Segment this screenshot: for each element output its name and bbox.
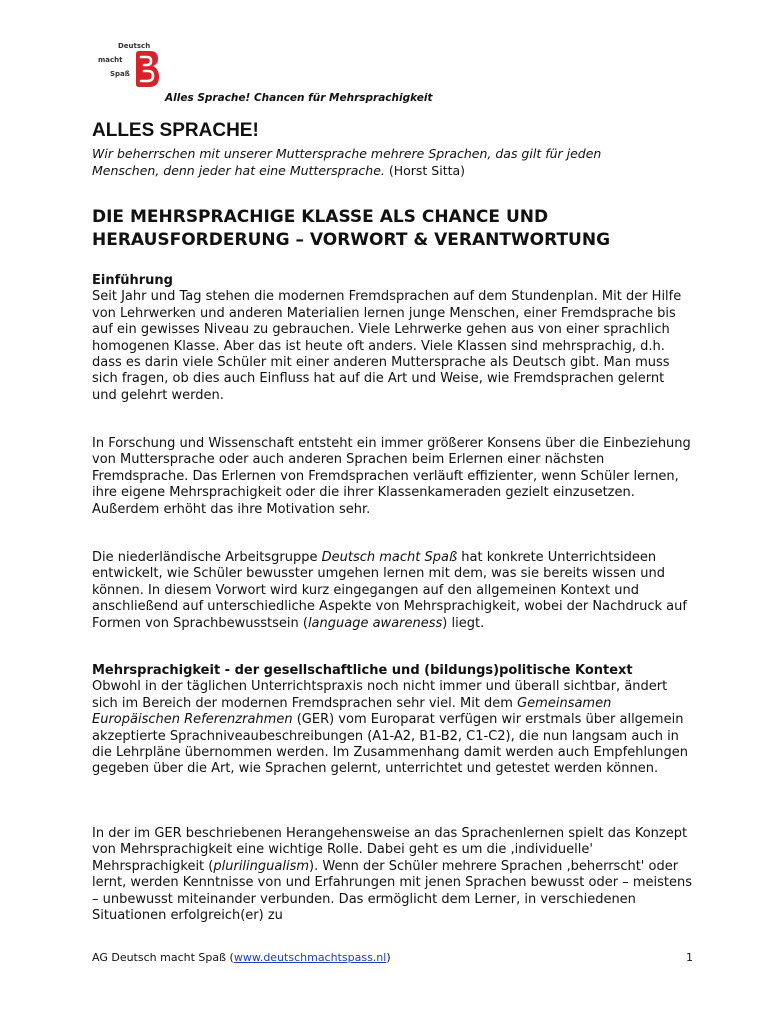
quote [92, 145, 652, 179]
intro-paragraph-2: In Forschung und Wissenschaft entsteht ein immer größerer Konsens über die Einbeziehung von Muttersprache oder auch anderen Sprachen beim Erlernen einer nächsten Fremdsprache. Das Erlernen von Fremdsprachen verläuft effizienter, wenn Schüler lernen, ihre eigene Mehrsprachigkeit oder die ihrer Klassenkameraden gezielt einzusetzen. Außerdem erhöht das ihre Motivation sehr. [92, 436, 691, 517]
context-p1-part-a: Obwohl in der täglichen Unterrichtspraxis noch nicht immer und überall sichtbar, ändert sich im Bereich der modernen Fremdsprachen sehr viel. Mit dem [92, 679, 668, 711]
quote-author: (Horst Sitta) [384, 163, 466, 178]
footer-link[interactable]: www.deutschmachtspass.nl [233, 951, 387, 964]
context-block [92, 663, 692, 778]
intro-heading: Einführung [92, 273, 173, 288]
section-title-line2: HERAUSFORDERUNG – VORWORT & VERANTWORTUNG [92, 230, 611, 250]
intro-p3-part-c: hat konkrete Unterrichtsideen entwickelt, wie Schüler bewusster umgehen lernen mit dem, was sie bereits wissen und können. In diesem Vorwort wird kurz eingegangen auf den allgemeinen Kontext und anschließend auf unterschiedliche Aspekte von Mehrsprachigkeit, wobei der Nachdruck auf Formen von Sprachbewusstsein ( [92, 550, 687, 631]
intro-p3-part-b: Deutsch macht Spaß [321, 550, 458, 565]
intro-p3-part-e: ) liegt. [442, 615, 485, 631]
context-p2-part-b: plurilingualism [213, 858, 310, 874]
section-title [92, 206, 692, 252]
page-number: 1 [686, 951, 693, 964]
footer-text-end: ) [386, 951, 391, 964]
footer-text: AG Deutsch macht Spaß ( [92, 951, 234, 964]
context-p2-part-a: In der im GER beschriebenen Herangehensweise an das Sprachenlernen spielt das Konzept von Mehrsprachigkeit eine wichtige Rolle. Dabei geht es um die ‚individuelle' Mehrsprachigkeit ( [92, 826, 688, 874]
context-p1-part-b: Gemeinsamen Europäischen Referenzrahmen [92, 695, 612, 728]
page-title: ALLES SPRACHE! [92, 120, 259, 141]
intro-paragraph-2-block [92, 436, 692, 518]
context-paragraph-2-block [92, 826, 692, 924]
context-p2-part-c: ). Wenn der Schüler mehrere Sprachen ‚beherrscht' oder lernt, werden Kenntnisse von und Erfahrungen mit jenen Sprachen bewusst oder – meistens – unbewusst miteinander verbunden. Das ermöglicht dem Lerner, in verschiedenen Situationen erfolgreich(er) zu [92, 858, 692, 924]
section-title-line1: DIE MEHRSPRACHIGE KLASSE ALS CHANCE UND [92, 207, 549, 227]
logo-text-line3: Spaß [110, 70, 130, 78]
intro-p3-part-d: language awareness [307, 615, 443, 631]
logo-mark-icon [132, 50, 160, 88]
intro-paragraph-3-block [92, 550, 692, 632]
intro-p3-part-a: Die niederländische Arbeitsgruppe [92, 550, 322, 565]
logo [94, 40, 164, 92]
quote-text: Wir beherrschen mit unserer Muttersprache mehrere Sprachen, das gilt für jeden Menschen, denn jeder hat eine Muttersprache. [92, 146, 602, 178]
context-heading: Mehrsprachigkeit - der gesellschaftliche und (bildungs)politische Kontext [92, 663, 633, 678]
context-p1-part-c: (GER) vom Europarat verfügen wir erstmals über allgemein akzeptierte Sprachniveaubeschreibungen (A1-A2, B1-B2, C1-C2), die nun langsam auch in die Lehrpläne übernommen werden. Im Zusammenhang damit werden auch Empfehlungen gegeben über die Art, wie Sprachen gelernt, unterrichtet und getestet werden können. [92, 712, 689, 777]
intro-heading-block [92, 273, 692, 404]
intro-paragraph-3 [92, 550, 692, 632]
context-paragraph-1 [92, 679, 692, 777]
context-paragraph-2 [92, 826, 692, 924]
logo-text-line1: Deutsch [118, 42, 151, 50]
intro-paragraph-1: Seit Jahr und Tag stehen die modernen Fremdsprachen auf dem Stundenplan. Mit der Hilfe von Lehrwerken und anderen Materialien lernen junge Menschen, einer Fremdsprache bis auf ein gewisses Niveau zu gebrauchen. Viele Lehrwerke gehen aus von einer sprachlich homogenen Klasse. Aber das ist heute oft anders. Viele Klassen sind mehrsprachig, d.h. dass es darin viele Schüler mit einer anderen Muttersprache als Deutsch gibt. Man muss sich fragen, ob dies auch Einfluss hat auf die Art und Weise, wie Fremdsprachen gelernt und gelehrt werden. [92, 289, 682, 403]
header-title: Alles Sprache! Chancen für Mehrsprachigkeit [165, 92, 433, 104]
footer [92, 951, 391, 964]
logo-text-line2: macht [98, 56, 123, 64]
